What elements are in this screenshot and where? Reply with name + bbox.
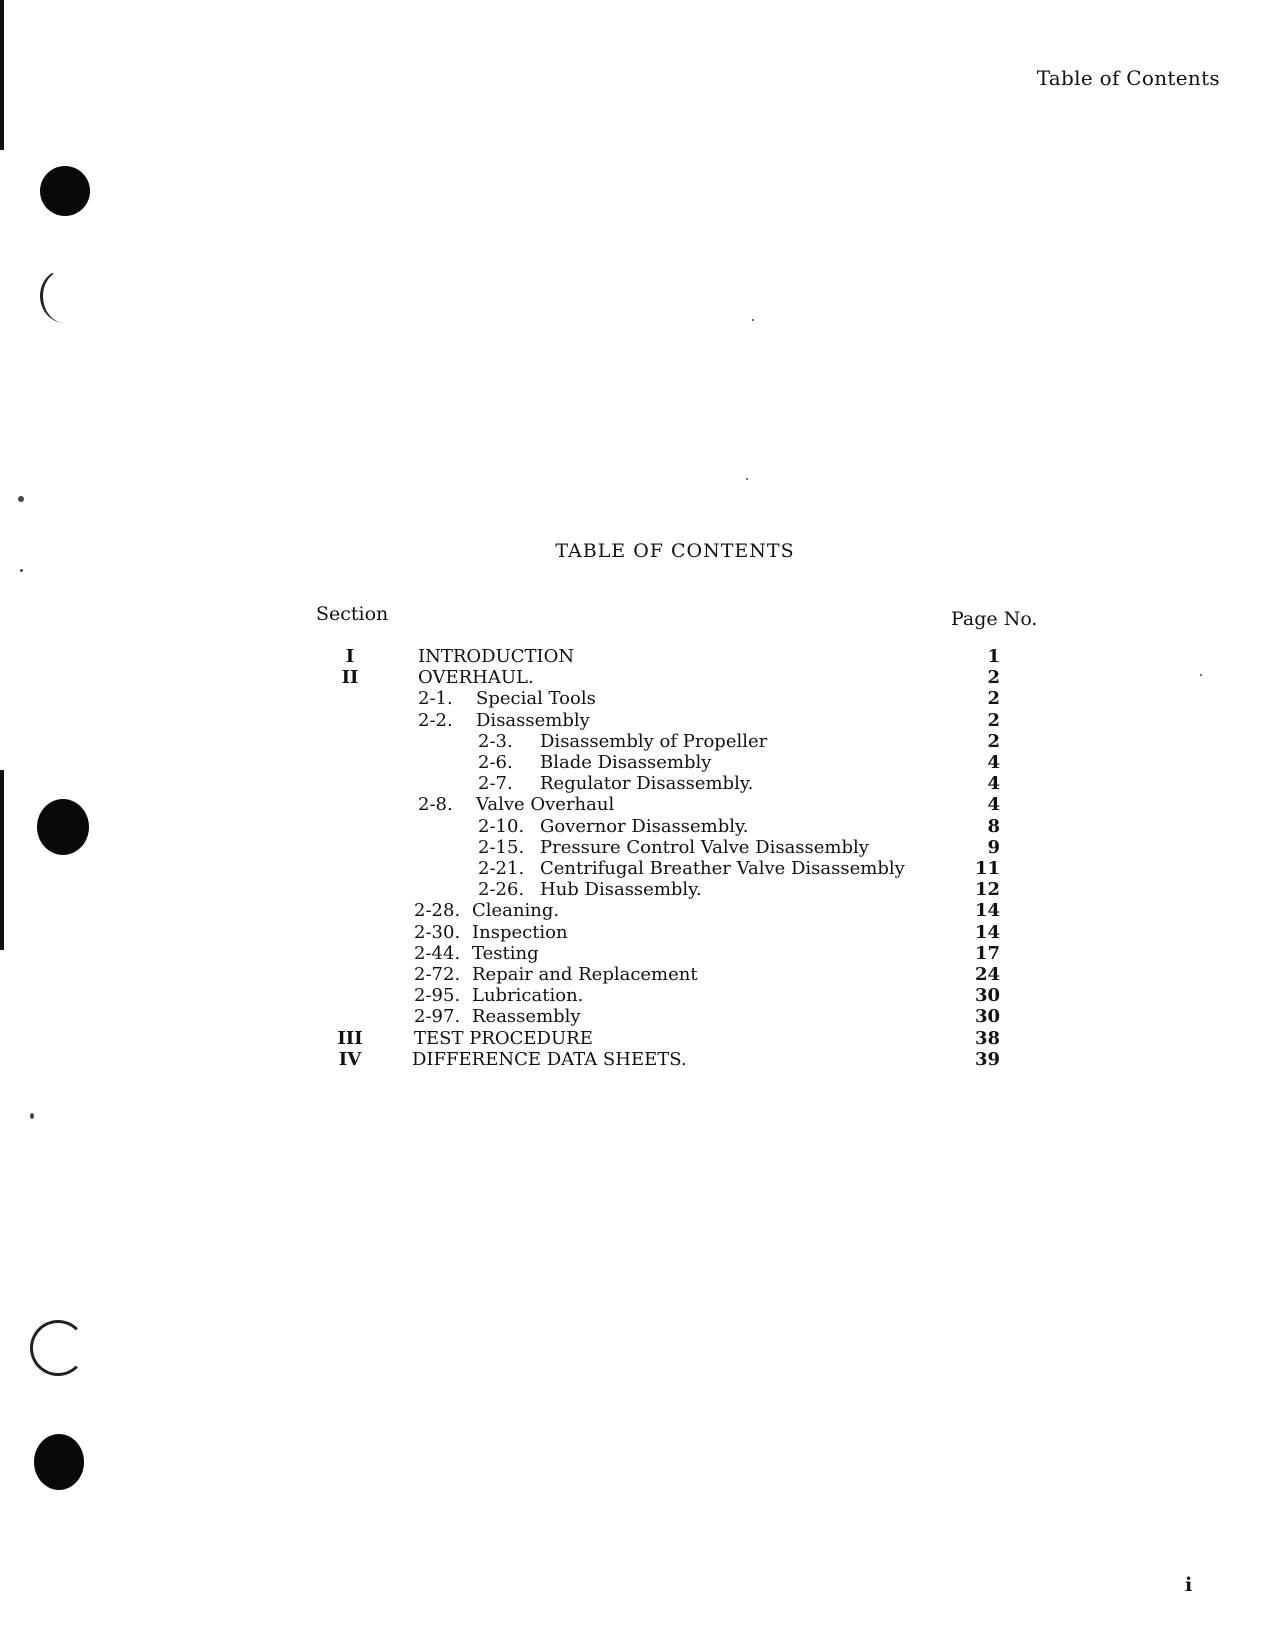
toc-page-number: 14 — [974, 921, 1000, 943]
toc-page-number: 11 — [974, 858, 1000, 879]
toc-entry — [414, 922, 568, 943]
toc-row — [0, 879, 1283, 900]
toc-row — [0, 922, 1283, 943]
toc-page-number: 2 — [987, 730, 1000, 752]
toc-entry — [418, 646, 574, 667]
toc-paragraph-number: 2-7. — [478, 773, 513, 795]
toc-paragraph-number: 2-3. — [478, 730, 513, 752]
toc-row — [0, 773, 1283, 794]
toc-page-number: 24 — [974, 964, 1000, 985]
toc-page-number: 1 — [987, 646, 1000, 667]
toc-page-number: 30 — [974, 985, 1000, 1007]
toc-entry — [414, 943, 539, 964]
toc-entry-label: Hub Disassembly. — [540, 879, 702, 901]
toc-row — [0, 1049, 1283, 1070]
toc-entry-label: Repair and Replacement — [472, 964, 698, 985]
toc-entry — [418, 688, 596, 709]
binder-hole-icon — [34, 1434, 84, 1490]
toc-row — [0, 794, 1283, 815]
toc-dot-leader — [766, 816, 940, 837]
toc-dot-leader — [886, 837, 940, 858]
toc-entry-label: Lubrication. — [472, 985, 584, 1007]
toc-dot-leader — [786, 731, 940, 752]
toc-page-number: 9 — [987, 836, 1000, 858]
toc-row — [0, 688, 1283, 709]
toc-row — [0, 1006, 1283, 1027]
toc-row — [0, 943, 1283, 964]
toc-paragraph-number: 2-10. — [478, 815, 525, 837]
toc-dot-leader — [746, 752, 940, 773]
toc-dot-leader — [606, 1006, 940, 1027]
toc-page-number: 2 — [987, 688, 1000, 710]
toc-entry-label: Governor Disassembly. — [540, 815, 749, 837]
toc-row — [0, 964, 1283, 985]
binder-hole-icon — [40, 166, 90, 216]
toc-page-number: 12 — [974, 879, 1000, 901]
toc-page-number: 38 — [974, 1027, 1000, 1049]
toc-entry — [414, 964, 698, 985]
toc-row — [0, 985, 1283, 1006]
toc-dot-leader — [606, 646, 940, 667]
toc-row — [0, 900, 1283, 921]
toc-entry-label: DIFFERENCE DATA SHEETS. — [412, 1048, 687, 1070]
section-column-header: Section — [316, 603, 389, 625]
page-edge-shadow — [0, 0, 4, 150]
toc-row — [0, 1028, 1283, 1049]
toc-entry-label: OVERHAUL. — [418, 667, 534, 689]
toc-dot-leader — [786, 773, 940, 794]
toc-entry — [414, 900, 559, 921]
toc-page-number: 39 — [974, 1048, 1000, 1070]
toc-entry-label: INTRODUCTION — [418, 646, 575, 667]
toc-entry — [412, 1049, 687, 1070]
toc-entry-label: Special Tools — [476, 688, 596, 710]
toc-dot-leader — [726, 964, 940, 985]
toc-entry — [418, 794, 614, 815]
toc-paragraph-number: 2-72. — [414, 964, 461, 985]
toc-section-number: IV — [338, 1048, 362, 1070]
toc-paragraph-number: 2-28. — [414, 900, 461, 922]
toc-paragraph-number: 2-30. — [414, 921, 461, 943]
scan-speck — [30, 1113, 34, 1119]
binder-hole-ring-icon — [30, 1320, 86, 1376]
toc-page-number: 14 — [974, 900, 1000, 922]
toc-page-number: 30 — [974, 1006, 1000, 1028]
toc-dot-leader — [606, 985, 940, 1006]
toc-dot-leader — [566, 667, 940, 688]
toc-dot-leader — [586, 900, 940, 921]
toc-entry-label: Disassembly of Propeller — [540, 730, 768, 752]
toc-row — [0, 646, 1283, 667]
toc-dot-leader — [606, 710, 940, 731]
toc-entry-label: Reassembly — [472, 1006, 581, 1028]
toc-dot-leader — [626, 1028, 940, 1049]
toc-row — [0, 816, 1283, 837]
toc-paragraph-number: 2-21. — [478, 858, 525, 879]
toc-dot-leader — [726, 879, 940, 900]
toc-section-number: III — [337, 1027, 363, 1049]
toc-page-number: 4 — [987, 773, 1000, 795]
toc-paragraph-number: 2-26. — [478, 879, 525, 901]
toc-entry-label: Pressure Control Valve Disassembly — [540, 836, 869, 858]
toc-entry — [478, 731, 767, 752]
toc-entry-label: Blade Disassembly — [540, 752, 712, 773]
toc-entry — [414, 985, 583, 1006]
toc-entry-label: TEST PROCEDURE — [414, 1027, 593, 1049]
toc-page-number: 8 — [987, 815, 1000, 837]
toc-entry-label: Valve Overhaul — [476, 794, 615, 816]
scan-speck — [18, 496, 24, 502]
toc-page-number: 4 — [987, 794, 1000, 816]
scan-speck — [20, 569, 23, 572]
toc-entry-label: Regulator Disassembly. — [540, 773, 754, 795]
toc-entry — [478, 879, 702, 900]
toc-dot-leader — [626, 688, 940, 709]
running-head: Table of Contents — [1036, 66, 1220, 90]
toc-section-number: I — [345, 646, 355, 667]
toc-paragraph-number: 2-15. — [478, 836, 525, 858]
toc-entry-label: Testing — [472, 942, 539, 964]
scan-speck — [752, 319, 754, 321]
toc-paragraph-number: 2-2. — [418, 709, 453, 731]
toc-dot-leader — [706, 1049, 940, 1070]
toc-row — [0, 752, 1283, 773]
toc-dot-leader — [586, 922, 940, 943]
toc-section-number: II — [341, 667, 359, 689]
page-number: i — [1185, 1574, 1193, 1596]
toc-row — [0, 837, 1283, 858]
toc-entry-label: Cleaning. — [472, 900, 560, 922]
toc-entry — [418, 667, 534, 688]
toc-entry — [478, 837, 869, 858]
toc-entry-label: Disassembly — [476, 709, 590, 731]
toc-paragraph-number: 2-6. — [478, 752, 513, 773]
toc-paragraph-number: 2-8. — [418, 794, 453, 816]
toc-entry — [414, 1006, 581, 1027]
toc-entry — [414, 1028, 593, 1049]
toc-dot-leader — [646, 794, 940, 815]
toc-paragraph-number: 2-1. — [418, 688, 453, 710]
binder-hole-ring-icon — [40, 269, 90, 323]
toc-paragraph-number: 2-44. — [414, 942, 461, 964]
toc-row — [0, 667, 1283, 688]
toc-entry — [418, 710, 590, 731]
toc-paragraph-number: 2-95. — [414, 985, 461, 1007]
toc-page-number: 17 — [974, 942, 1000, 964]
toc-entry — [478, 816, 749, 837]
toc-dot-leader — [926, 858, 940, 879]
toc-page-number: 2 — [987, 667, 1000, 689]
toc-entry — [478, 858, 905, 879]
toc-row — [0, 710, 1283, 731]
toc-paragraph-number: 2-97. — [414, 1006, 461, 1028]
scan-speck — [746, 478, 748, 480]
toc-row — [0, 858, 1283, 879]
toc-entry — [478, 773, 753, 794]
page-column-header: Page No. — [951, 608, 1038, 630]
toc-row — [0, 731, 1283, 752]
toc-entry-label: Inspection — [472, 921, 568, 943]
toc-page-number: 4 — [987, 752, 1000, 773]
toc-entry-label: Centrifugal Breather Valve Disassembly — [540, 858, 905, 879]
page-title: TABLE OF CONTENTS — [555, 540, 795, 562]
toc-page-number: 2 — [987, 709, 1000, 731]
toc-entry — [478, 752, 711, 773]
toc-dot-leader — [566, 943, 940, 964]
